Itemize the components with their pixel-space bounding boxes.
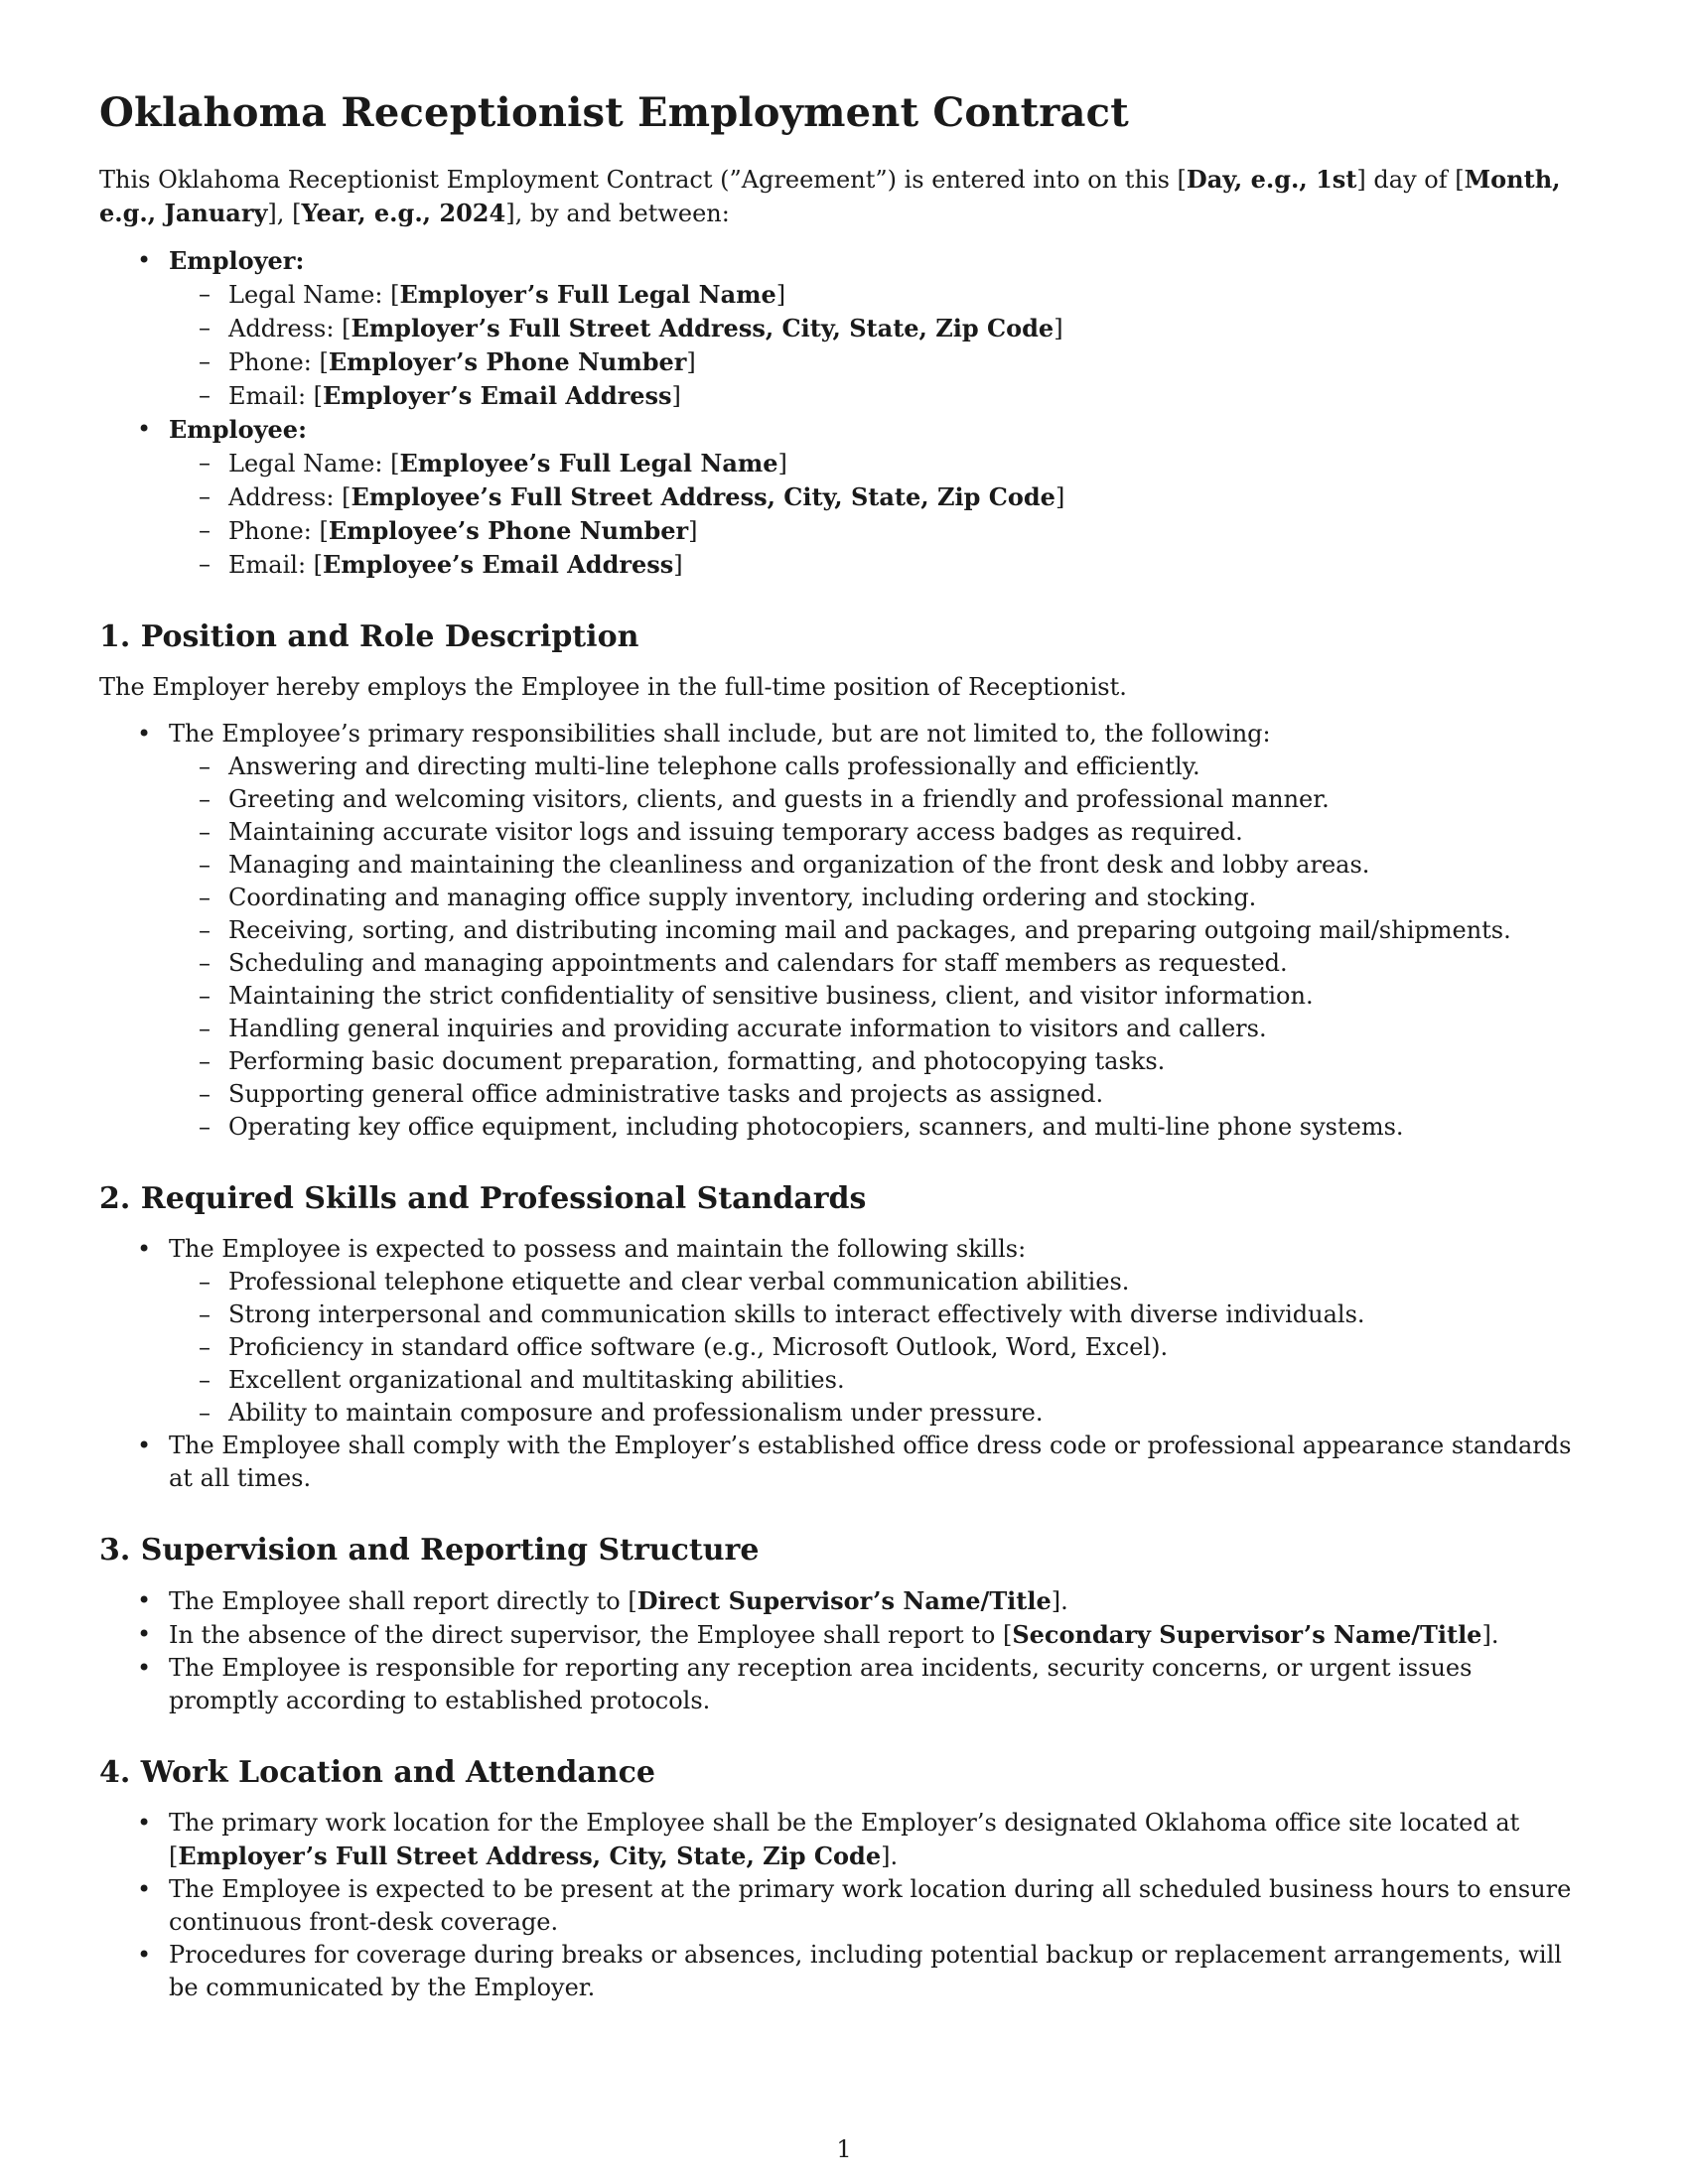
document-title: Oklahoma Receptionist Employment Contract	[99, 89, 1129, 136]
intro-text-1: This Oklahoma Receptionist Employment Contract (”Agreement”) is entered into on this	[99, 166, 1178, 194]
responsibility-item: – Performing basic document preparation, formatting, and photocopying tasks.	[169, 1045, 1589, 1078]
day-placeholder: Day, e.g., 1st	[1186, 165, 1357, 194]
year-placeholder: Year, e.g., 2024	[301, 199, 506, 227]
month-placeholder: Month, e.g., January	[99, 165, 1561, 227]
party-field: – Phone: [Employer’s Phone Number]	[169, 345, 1589, 379]
section-4-list	[99, 1807, 1589, 2004]
intro-text-3: ,	[276, 200, 293, 227]
responsibility-item: – Supporting general office administrative tasks and projects as assigned.	[169, 1078, 1589, 1111]
skill-item: – Ability to maintain composure and professionalism under pressure.	[169, 1397, 1589, 1430]
list-item: • The primary work location for the Employee shall be the Employer’s designated Oklahoma office site located at [Employer’s Full Street Address, City, State, Zip Code].	[99, 1807, 1589, 1873]
responsibility-item: – Greeting and welcoming visitors, clients, and guests in a friendly and professional manner.	[169, 783, 1589, 816]
party-field: – Legal Name: [Employee’s Full Legal Name]	[169, 447, 1589, 480]
section-heading-2: 2. Required Skills and Professional Standards	[99, 1181, 867, 1216]
responsibility-item: – Answering and directing multi-line telephone calls professionally and efficiently.	[169, 751, 1589, 783]
list-item: • In the absence of the direct supervisor, the Employee shall report to [Secondary Supervisor’s Name/Title].	[99, 1618, 1589, 1652]
responsibility-item: – Receiving, sorting, and distributing incoming mail and packages, and preparing outgoing mail/shipments.	[169, 914, 1589, 947]
party-employee	[99, 413, 1589, 582]
list-item: • The Employee’s primary responsibilities shall include, but are not limited to, the following: – Answering and directing multi-line telephone calls professionally and efficiently. – Greeting and welcoming visitors, clients, and guests in a friendly and professional manner. – Maintaining accurate visitor logs and issuing temporary access badges as required. – Managing and maintaining the cleanliness and organization of the front desk and lobby areas. – Coordinating and managing office supply inventory, including ordering and stocking. – Receiving, sorting, and distributing incoming mail and packages, and preparing outgoing mail/shipments. – Scheduling and managing appointments and calendars for staff members as requested. – Maintaining the strict confidentiality of sensitive business, client, and visitor information. – Handling general inquiries and providing accurate information to visitors and callers. – Performing basic document preparation, formatting, and photocopying tasks. – Supporting general office administrative tasks and projects as assigned. – Operating key office equipment, including photocopiers, scanners, and multi-line phone systems.	[99, 718, 1589, 1144]
party-field: – Email: [Employee’s Email Address]	[169, 548, 1589, 582]
responsibility-item: – Operating key office equipment, including photocopiers, scanners, and multi-line phone systems.	[169, 1111, 1589, 1144]
placeholder: Secondary Supervisor’s Name/Title	[1012, 1620, 1482, 1649]
responsibility-item: – Maintaining the strict confidentiality of sensitive business, client, and visitor information.	[169, 980, 1589, 1013]
section-heading-4: 4. Work Location and Attendance	[99, 1755, 655, 1790]
intro-text-2: day of	[1365, 166, 1456, 194]
list-item: • The Employee is responsible for reporting any reception area incidents, security concerns, or urgent issues promptly according to established protocols.	[99, 1652, 1589, 1717]
section-heading-1: 1. Position and Role Description	[99, 619, 639, 654]
placeholder: Employer’s Full Street Address, City, State, Zip Code	[178, 1842, 882, 1870]
party-field: – Address: [Employer’s Full Street Address, City, State, Zip Code]	[169, 312, 1589, 345]
list-item: • The Employee shall comply with the Employer’s established office dress code or professional appearance standards at all times.	[99, 1430, 1589, 1495]
section-2-list	[99, 1233, 1589, 1495]
skill-item: – Excellent organizational and multitasking abilities.	[169, 1364, 1589, 1397]
intro-paragraph: This Oklahoma Receptionist Employment Contract (”Agreement”) is entered into on this [Day, e.g., 1st] day of [Month, e.g., January], [Year, e.g., 2024], by and between:	[99, 165, 1561, 227]
responsibility-item: – Maintaining accurate visitor logs and issuing temporary access badges as required.	[169, 816, 1589, 849]
section-heading-3: 3. Supervision and Reporting Structure	[99, 1533, 760, 1568]
party-label: Employer:	[169, 246, 305, 275]
placeholder: Direct Supervisor’s Name/Title	[636, 1586, 1052, 1615]
section-3-list	[99, 1584, 1589, 1717]
responsibility-item: – Managing and maintaining the cleanliness and organization of the front desk and lobby areas.	[169, 849, 1589, 882]
intro-text-4: , by and between:	[514, 200, 730, 227]
party-field: – Address: [Employee’s Full Street Address, City, State, Zip Code]	[169, 480, 1589, 514]
page-number: 1	[836, 2135, 852, 2163]
parties-list	[99, 244, 1589, 582]
list-item: • The Employee is expected to possess and maintain the following skills: – Professional telephone etiquette and clear verbal communication abilities. – Strong interpersonal and communication skills to interact effectively with diverse individuals. – Proficiency in standard office software (e.g., Microsoft Outlook, Word, Excel). – Excellent organizational and multitasking abilities. – Ability to maintain composure and professionalism under pressure.	[99, 1233, 1589, 1430]
skill-item: – Professional telephone etiquette and clear verbal communication abilities.	[169, 1266, 1589, 1298]
skill-item: – Proficiency in standard office software (e.g., Microsoft Outlook, Word, Excel).	[169, 1331, 1589, 1364]
document-page	[99, 87, 1589, 2004]
list-item: • The Employee shall report directly to [Direct Supervisor’s Name/Title].	[99, 1584, 1589, 1618]
party-field: – Legal Name: [Employer’s Full Legal Name]	[169, 278, 1589, 312]
section-1-list	[99, 718, 1589, 1144]
responsibility-item: – Scheduling and managing appointments and calendars for staff members as requested.	[169, 947, 1589, 980]
list-item: • The Employee is expected to be present at the primary work location during all scheduled business hours to ensure continuous front-desk coverage.	[99, 1873, 1589, 1939]
party-field: – Phone: [Employee’s Phone Number]	[169, 514, 1589, 548]
section-1-paragraph: The Employer hereby employs the Employee in the full-time position of Receptionist.	[99, 673, 1127, 701]
party-field: – Email: [Employer’s Email Address]	[169, 379, 1589, 413]
party-label: Employee:	[169, 415, 307, 444]
responsibility-item: – Handling general inquiries and providing accurate information to visitors and callers.	[169, 1013, 1589, 1045]
skill-item: – Strong interpersonal and communication skills to interact effectively with diverse individuals.	[169, 1298, 1589, 1331]
list-item: • Procedures for coverage during breaks or absences, including potential backup or replacement arrangements, will be communicated by the Employer.	[99, 1939, 1589, 2004]
responsibility-item: – Coordinating and managing office supply inventory, including ordering and stocking.	[169, 882, 1589, 914]
party-employer	[99, 244, 1589, 413]
